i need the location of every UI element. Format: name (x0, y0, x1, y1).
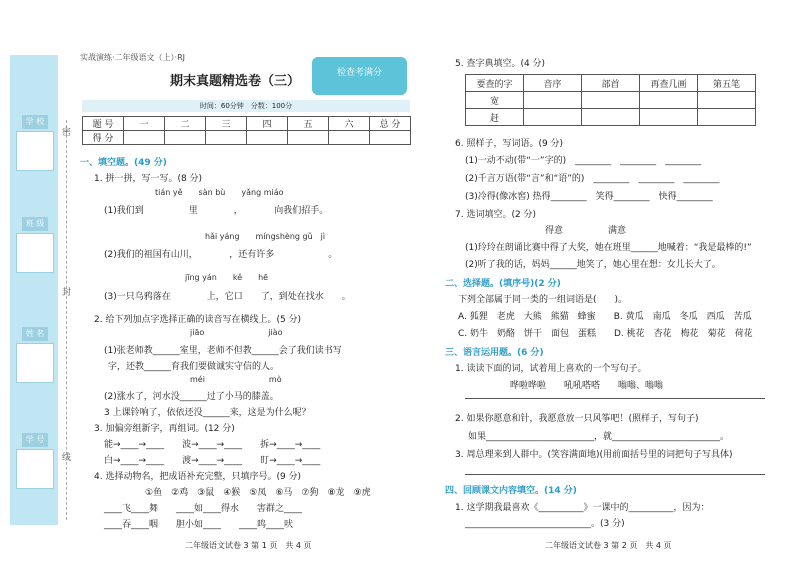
question: 7. 选词填空。(2 分) (455, 210, 537, 220)
badge-image: 检查考满分 (312, 57, 407, 95)
score-header: 五 (288, 117, 329, 131)
exam-meta: 时间：60分钟 分数：100分 (82, 100, 410, 112)
dict-cell[interactable] (524, 92, 582, 109)
question: 能→____→____ 波→____→____ 拆→____→____ (104, 440, 321, 450)
score-header: 题 号 (83, 117, 124, 131)
dict-header: 要查的字 (466, 75, 524, 92)
side-strip (10, 55, 58, 525)
question: (2)我们的祖国有山川， ，还有许多 。 (104, 250, 338, 260)
score-table (82, 116, 411, 145)
score-header: 三 (206, 117, 247, 131)
question: ____________________________。(3 分) (465, 519, 625, 529)
score-header: 二 (165, 117, 206, 131)
dict-header: 音序 (524, 75, 582, 92)
score-header: 总 分 (370, 117, 411, 131)
answer-line[interactable] (465, 474, 765, 475)
dict-header: 部首 (582, 75, 640, 92)
question: 3. 加偏旁组新字，再组词。(12 分) (94, 424, 235, 434)
dict-cell[interactable] (524, 109, 582, 126)
answer-line[interactable] (465, 398, 765, 399)
page-footer: 二年级语文试卷 3 第 2 页 共 4 页 (545, 541, 672, 550)
section-title: 一、填空题。(49 分) (80, 158, 167, 168)
section-title: 四、回顾课文内容填空。(14 分) (445, 486, 577, 496)
words: 哗啦哗啦 吼吼嗒嗒 嗡嗡、嗡嗡 (510, 381, 664, 391)
dict-cell[interactable] (582, 92, 640, 109)
school-field[interactable] (16, 131, 54, 171)
label-name: 姓 名 (22, 327, 48, 341)
label-number: 学 号 (22, 433, 48, 447)
seal-char: 密 (62, 128, 72, 138)
score-cell[interactable] (124, 131, 165, 145)
section-title: 三、语言运用题。(6 分) (445, 348, 544, 358)
dict-char: 赶 (466, 109, 524, 126)
seal-char: 线 (62, 453, 72, 463)
name-field[interactable] (16, 343, 54, 383)
options: ①鱼 ②鸡 ③鼠 ④猴 ⑤凤 ⑥马 ⑦狗 ⑧龙 ⑨虎 (145, 488, 371, 498)
question: 5. 查字典填空。(4 分) (455, 59, 546, 69)
question: 白→____→____ 渡→____→____ 盯→____→____ (104, 456, 321, 466)
question: (2)听了我的话，妈妈______地笑了，她心里在想：女儿长大了。 (465, 260, 721, 270)
score-cell[interactable] (206, 131, 247, 145)
dictionary-table (465, 74, 756, 126)
options: A. 狐狸 老虎 大熊 熊猫 蜂蜜 B. 黄瓜 南瓜 冬瓜 西瓜 苦瓜 (458, 312, 752, 322)
question: (1)玲玲在朗诵比赛中得了大奖，她在班里______地喊着：“我是最棒的!” (465, 243, 752, 253)
label-class: 班 级 (22, 217, 48, 231)
page-footer: 二年级语文试卷 3 第 1 页 共 4 页 (185, 541, 312, 550)
question: ____吞____咽 胆小如____ ____鸣____吠 (104, 520, 294, 530)
question: 1. 读读下面的词，试着用上喜欢的一个写句子。 (455, 364, 647, 374)
dict-cell[interactable] (640, 109, 698, 126)
question: (1)一动不动(带“一”字的) ________ ________ ________ (465, 156, 702, 166)
dict-header: 第五笔 (698, 75, 756, 92)
series-label: 实战演练·二年级语文（上）·RJ (80, 53, 186, 62)
question: 2. 给下列加点字选择正确的读音写在横线上。(5 分) (94, 315, 302, 325)
question: (2)千言万语(带“言”和“语”的) ________ ________ ________ (465, 174, 720, 184)
label-school: 学 校 (22, 115, 48, 129)
dict-cell[interactable] (582, 109, 640, 126)
seal-char: 封 (62, 288, 72, 298)
dict-header: 再查几画 (640, 75, 698, 92)
number-field[interactable] (16, 449, 54, 489)
section-title: 二、选择题。(填序号)(2 分) (445, 279, 561, 289)
dict-cell[interactable] (640, 92, 698, 109)
word-choices: 得意 满意 (545, 226, 627, 236)
question: (1)我们到 里 ， 向我们招手。 (104, 206, 329, 216)
question: 字，还教______育我们要做诚实守信的人。 (108, 362, 280, 372)
score-label: 得 分 (83, 131, 124, 145)
question: 1. 这学期我最喜欢《__________》一课中的__________，因为： (455, 503, 710, 513)
dict-char: 宽 (466, 92, 524, 109)
pinyin: méi mò (190, 375, 282, 384)
options: C. 奶牛 奶酪 饼干 面包 蛋糕 D. 桃花 杏花 梅花 菊花 荷花 (458, 329, 753, 339)
score-cell[interactable] (165, 131, 206, 145)
score-cell[interactable] (247, 131, 288, 145)
question: 3. 周总理来到人群中。(笑容满面地)(用前面括号里的词把句子写具体) (455, 450, 733, 460)
pinyin: jiāo jiào (190, 328, 283, 337)
question: 2. 如果你愿意和针，我愿意放一只风筝吧！(照样子，写句子) (455, 414, 699, 424)
page-title: 期末真题精选卷（三） (170, 74, 301, 89)
question: (1)张老师教______室里，老师不但教______会了我们读书写 (104, 346, 342, 356)
question: 3 上课铃响了，依依还没______来，这是为什么呢？ (104, 408, 311, 418)
question: 6. 照样子，写词语。(9 分) (455, 139, 564, 149)
score-header: 四 (247, 117, 288, 131)
question: (2)涨水了，河水没______过了小马的膝盖。 (104, 392, 279, 402)
score-cell[interactable] (370, 131, 411, 145)
question: 1. 拼一拼，写一写。(8 分) (94, 174, 203, 184)
pinyin: tián yě sàn bù yǎng miáo (155, 188, 284, 197)
score-cell[interactable] (329, 131, 370, 145)
dict-cell[interactable] (698, 92, 756, 109)
pinyin: hǎi yáng míngshèng gǔ jì (205, 232, 326, 241)
question: 下列全部属于同一类的一组词语是( )。 (458, 295, 628, 305)
score-header: 六 (329, 117, 370, 131)
question: 4. 选择动物名，把成语补充完整，只填序号。(9 分) (94, 472, 302, 482)
question: ____飞____舞 ____如____得水 害群之____ (104, 504, 303, 514)
question: 如果________________________，就________________________。 (468, 432, 730, 442)
score-header: 一 (124, 117, 165, 131)
score-cell[interactable] (288, 131, 329, 145)
question: (3)冷得(像冰窖) 热得________ 笑得________ 快得________ (465, 192, 713, 202)
class-field[interactable] (16, 233, 54, 273)
question: (3)一只乌鸦落在 上，它口 了，到处在找水 。 (104, 292, 351, 302)
pinyin: jīng yán kě hē (185, 273, 269, 282)
dict-cell[interactable] (698, 109, 756, 126)
